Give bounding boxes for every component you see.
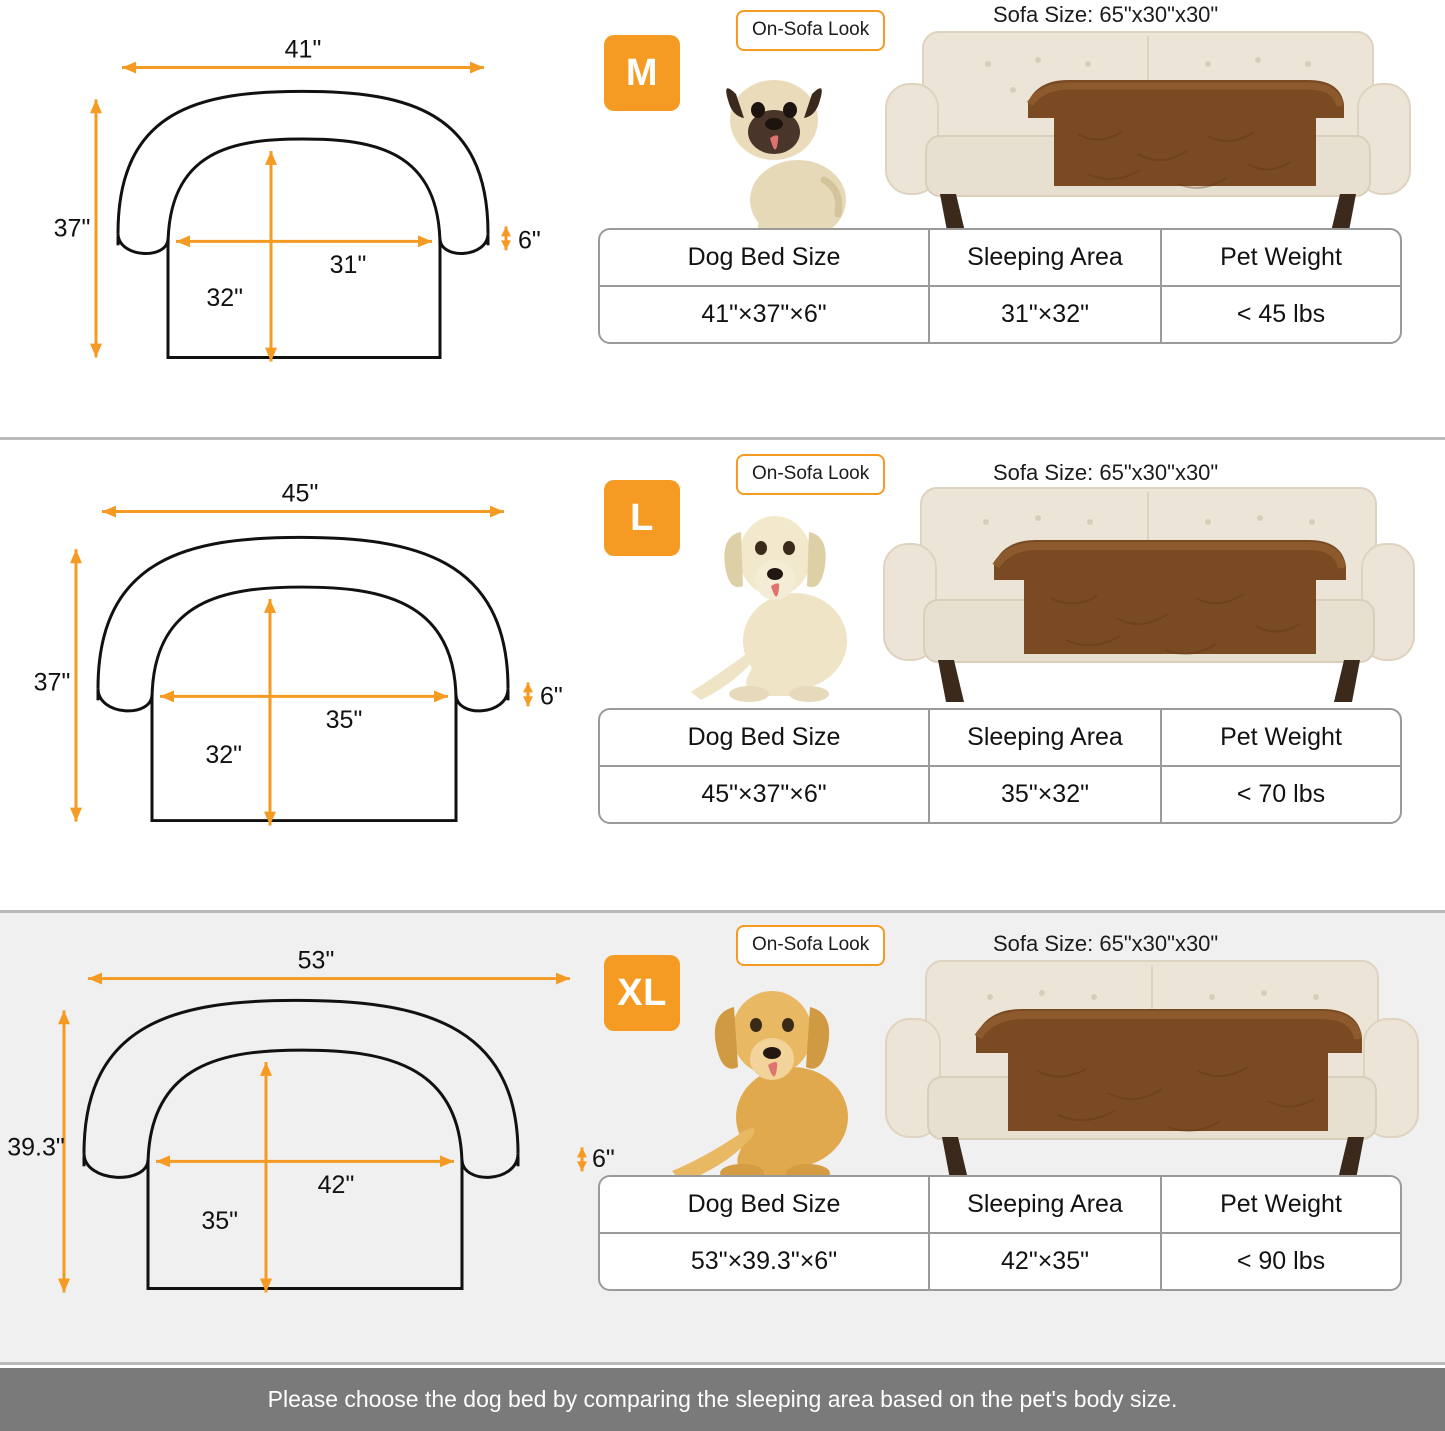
dim-width-m: 41" — [284, 35, 322, 64]
footer-note: Please choose the dog bed by comparing the sleeping area based on the pet's body size. — [0, 1368, 1445, 1431]
value-pet-weight-m: < 45 lbs — [1236, 300, 1326, 328]
size-badge-m: M — [604, 35, 680, 111]
size-section-m — [0, 0, 1445, 440]
sofa-with-bed-m — [878, 24, 1418, 249]
dog-photo-pug — [706, 60, 876, 245]
value-pet-weight-l: < 70 lbs — [1236, 780, 1326, 808]
value-bed-size-m: 41"×37"×6" — [600, 287, 930, 342]
dim-width-l: 45" — [281, 479, 319, 508]
header-pet-weight: Pet Weight — [1220, 243, 1342, 271]
on-sofa-look-pill-l: On-Sofa Look — [736, 454, 885, 495]
dim-height-l: 37" — [33, 668, 71, 697]
spec-header-row-m — [600, 230, 1400, 287]
on-sofa-look-pill-xl: On-Sofa Look — [736, 925, 885, 966]
dog-photo-labrador — [683, 496, 883, 711]
dim-inner-height-l: 32" — [205, 741, 242, 769]
header-sleeping-area: Sleeping Area — [930, 230, 1162, 285]
spec-table-l — [598, 708, 1402, 824]
size-section-xl — [0, 913, 1445, 1365]
sofa-with-bed-l — [876, 480, 1421, 715]
header-bed-size: Dog Bed Size — [600, 710, 930, 765]
spec-table-m — [598, 228, 1402, 344]
dog-photo-golden-retriever — [668, 971, 888, 1191]
spec-table-xl — [598, 1175, 1402, 1291]
header-bed-size: Dog Bed Size — [600, 230, 930, 285]
value-bed-size-l: 45"×37"×6" — [600, 767, 930, 822]
spec-value-row-xl — [600, 1234, 1400, 1289]
diagram-pane-l — [0, 440, 588, 910]
dim-height-xl: 39.3" — [7, 1133, 65, 1162]
value-sleeping-area-l: 35"×32" — [930, 767, 1162, 822]
value-bed-size-xl: 53"×39.3"×6" — [600, 1234, 930, 1289]
dim-thickness-l: 6" — [540, 682, 563, 711]
diagram-pane-xl — [0, 913, 588, 1362]
value-sleeping-area-xl: 42"×35" — [930, 1234, 1162, 1289]
sofa-size-caption-xl: Sofa Size: 65"x30"x30" — [993, 931, 1219, 956]
bed-dimension-diagram-xl — [0, 913, 588, 1362]
dim-width-xl: 53" — [297, 946, 335, 975]
dim-thickness-xl: 6" — [592, 1145, 615, 1173]
on-sofa-look-pill-m: On-Sofa Look — [736, 10, 885, 51]
sofa-size-caption-m: Sofa Size: 65"x30"x30" — [993, 2, 1219, 27]
dim-inner-height-xl: 35" — [201, 1206, 238, 1235]
header-sleeping-area: Sleeping Area — [930, 710, 1162, 765]
dim-height-m: 37" — [53, 214, 91, 243]
dim-inner-width-l: 35" — [325, 706, 363, 735]
size-badge-l: L — [604, 480, 680, 556]
bed-dimension-diagram-l — [0, 440, 588, 910]
dim-inner-width-xl: 42" — [317, 1171, 355, 1200]
size-section-l — [0, 440, 1445, 913]
spec-value-row-m — [600, 287, 1400, 342]
header-pet-weight: Pet Weight — [1220, 1190, 1342, 1218]
dim-thickness-m: 6" — [518, 226, 541, 255]
product-pane-xl — [588, 913, 1445, 1362]
bed-dimension-diagram-m — [0, 0, 588, 437]
dim-inner-height-m: 32" — [206, 283, 243, 312]
product-pane-m — [588, 0, 1445, 437]
value-sleeping-area-m: 31"×32" — [930, 287, 1162, 342]
header-bed-size: Dog Bed Size — [600, 1177, 930, 1232]
sofa-with-bed-xl — [878, 953, 1423, 1193]
size-badge-xl: XL — [604, 955, 680, 1031]
sofa-size-caption-l: Sofa Size: 65"x30"x30" — [993, 460, 1219, 485]
value-pet-weight-xl: < 90 lbs — [1236, 1247, 1326, 1275]
diagram-pane-m — [0, 0, 588, 437]
spec-header-row-l — [600, 710, 1400, 767]
header-sleeping-area: Sleeping Area — [930, 1177, 1162, 1232]
product-pane-l — [588, 440, 1445, 910]
header-pet-weight: Pet Weight — [1220, 723, 1342, 751]
spec-header-row-xl — [600, 1177, 1400, 1234]
spec-value-row-l — [600, 767, 1400, 822]
dim-inner-width-m: 31" — [329, 251, 367, 280]
